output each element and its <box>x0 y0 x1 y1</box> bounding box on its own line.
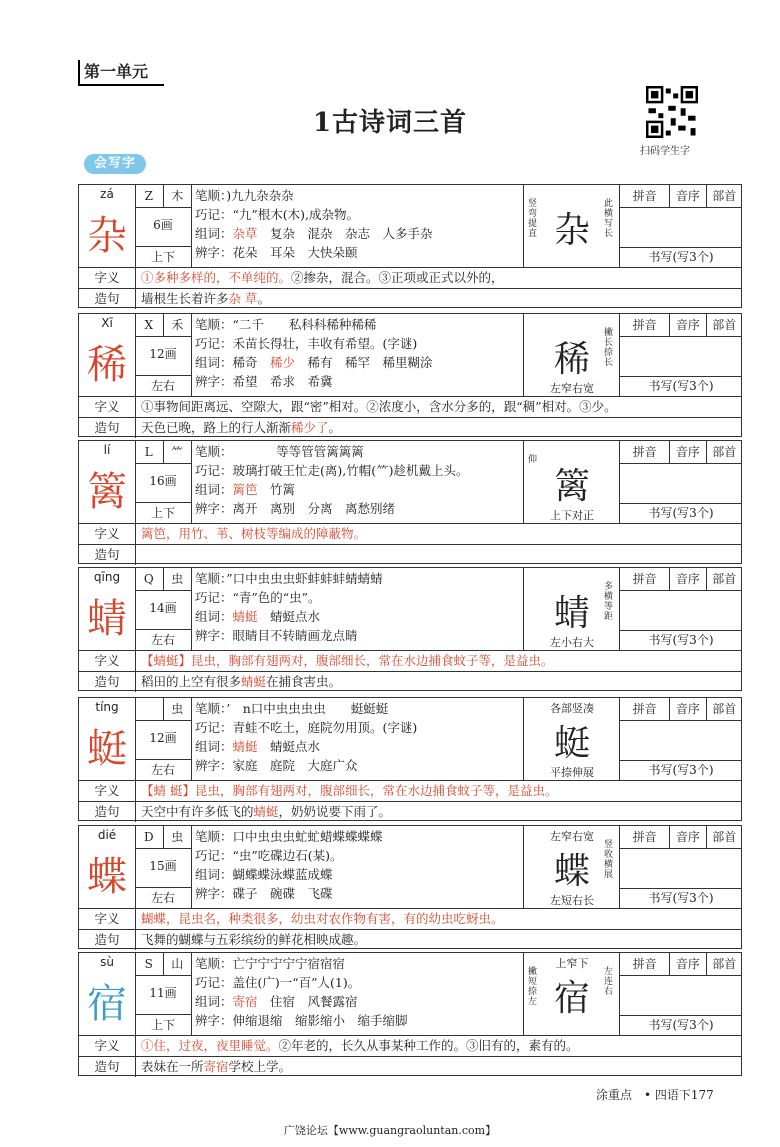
meaning-row <box>79 650 741 671</box>
stroke-order: 笔顺：口中虫虫虫虻虻蜡蝶蝶蝶蝶 <box>195 829 383 844</box>
model-character: 宿 <box>553 978 590 1019</box>
tip-bottom: 上下对正 <box>550 509 594 522</box>
sentence-post: 。 <box>328 420 342 435</box>
structure: 左右 <box>135 375 191 396</box>
sentence-row <box>79 671 741 692</box>
writing-tip-box <box>523 568 620 650</box>
character-card <box>78 952 742 1076</box>
tip-right: 撇长捺长 <box>604 328 614 368</box>
tip-bottom: 左窄右宽 <box>550 382 594 395</box>
structure: 左右 <box>135 629 191 650</box>
section-badge: 会写字 <box>84 154 146 174</box>
sentence-post: 。 <box>257 291 271 306</box>
radical-header: 部首 <box>712 830 737 844</box>
character-column <box>79 826 136 908</box>
char-meta <box>135 185 192 267</box>
phonetic-order: S <box>135 953 164 975</box>
char-meta <box>135 826 192 908</box>
write-label: 书写(写3个) <box>620 503 742 523</box>
writing-tip-box <box>523 185 620 267</box>
pinyin-header: 拼音 <box>620 826 670 848</box>
pinyin: tíng <box>95 700 119 714</box>
detail-lines <box>195 827 383 903</box>
meaning-row <box>79 780 741 801</box>
meaning-row <box>79 267 741 288</box>
big-character: 杂 <box>87 213 127 259</box>
radical-header: 部首 <box>712 445 737 459</box>
word-group: 组词：杂草 复杂 混杂 杂志 人多手杂 <box>195 226 433 241</box>
writing-tip-box <box>523 826 620 908</box>
meaning-label: 字义 <box>79 397 136 417</box>
order-header: 音序 <box>670 441 706 463</box>
tip-bottom: 左短右长 <box>550 894 594 907</box>
stroke-count: 16画 <box>149 474 177 488</box>
pinyin: qīng <box>93 570 121 584</box>
model-character: 蜻 <box>553 593 590 634</box>
meaning-highlight: ①住，过夜，夜里睡觉。 <box>141 1038 279 1053</box>
memory-tip: 巧记：“虫”吃碟边石(某)。 <box>195 848 343 863</box>
distinguish: 辨字：离开 离别 分离 离愁别绪 <box>195 501 396 516</box>
radical: 虫 <box>171 572 184 586</box>
character-column <box>79 185 136 267</box>
bottom-rows <box>79 650 741 692</box>
order-header: 音序 <box>670 953 706 975</box>
write-label: 书写(写3个) <box>620 888 742 908</box>
stroke-order: 笔顺：“二千 私科科稀种稀稀 <box>195 317 377 332</box>
sentence-highlight: 蜻蜓 <box>241 674 267 689</box>
sentence-highlight: 杂 草 <box>228 291 258 306</box>
detail-lines <box>195 699 417 775</box>
model-character: 杂 <box>553 210 590 251</box>
meaning-label: 字义 <box>79 1036 136 1056</box>
radical: 禾 <box>171 318 184 332</box>
practice-box <box>619 568 742 650</box>
sentence-label: 造句 <box>79 545 136 565</box>
stroke-count: 14画 <box>149 601 177 615</box>
meaning-text: ①事物间距离远、空隙大，跟“密”相对。②浓度小，含水分多的，跟“稠”相对。③少。 <box>141 399 617 414</box>
stroke-count: 11画 <box>149 986 177 1000</box>
model-character: 蜓 <box>553 723 590 764</box>
writing-tip-box <box>523 314 620 396</box>
model-character: 稀 <box>553 339 590 380</box>
sentence-label: 造句 <box>79 418 136 438</box>
character-card <box>78 825 742 949</box>
sentence-label: 造句 <box>79 802 136 822</box>
character-card <box>78 567 742 691</box>
sentence-row <box>79 417 741 438</box>
practice-box <box>619 185 742 267</box>
big-character: 篱 <box>87 469 127 515</box>
qr-code-icon[interactable] <box>646 86 698 138</box>
model-character: 蝶 <box>553 851 590 892</box>
character-card <box>78 313 742 437</box>
phonetic-order: X <box>135 314 164 336</box>
detail-lines <box>195 186 433 262</box>
write-label: 书写(写3个) <box>620 760 742 780</box>
order-header: 音序 <box>670 314 706 336</box>
distinguish: 辨字：眼睛目不转睛画龙点睛 <box>195 628 358 643</box>
stroke-count: 15画 <box>149 859 177 873</box>
character-column <box>79 698 136 780</box>
tip-bottom: 左小右大 <box>550 636 594 649</box>
writing-tip-box <box>523 953 620 1035</box>
structure: 左右 <box>135 759 191 780</box>
distinguish: 辨字：花朵 耳朵 大快朵颐 <box>195 245 358 260</box>
sentence-label: 造句 <box>79 289 136 309</box>
qr-label: 扫码学生字 <box>640 146 690 157</box>
pinyin-header: 拼音 <box>620 314 670 336</box>
meaning-label: 字义 <box>79 524 136 544</box>
tip-left: 撇短捺左 <box>528 967 538 1007</box>
phonetic-order: L <box>135 441 164 463</box>
pinyin: Xī <box>101 316 113 330</box>
big-character: 蜓 <box>87 726 127 772</box>
sentence-label: 造句 <box>79 672 136 692</box>
stroke-count: 6画 <box>153 218 173 232</box>
meaning-label: 字义 <box>79 909 136 929</box>
pinyin-header: 拼音 <box>620 441 670 463</box>
tip-right: 此横写长 <box>604 199 614 239</box>
practice-box <box>619 953 742 1035</box>
distinguish: 辨字：碟子 碗碟 飞碟 <box>195 886 333 901</box>
sentence-post: ，奶奶说要下雨了。 <box>278 804 392 819</box>
sentence-post: 在捕食害虫。 <box>266 674 342 689</box>
stroke-order: 笔顺：’ n口中虫虫虫虫 蜓蜓蜓 <box>195 701 389 716</box>
sentence-pre: 墙根生长着许多 <box>141 291 229 306</box>
radical: 虫 <box>171 830 184 844</box>
word-group: 组词：蜻蜓 蜻蜓点水 <box>195 609 321 624</box>
meaning-highlight: 【蜻蜓】昆虫，胸部有翅两对，腹部细长，常在水边捕食蚊子等，是益虫。 <box>141 653 554 668</box>
meaning-row <box>79 908 741 929</box>
meaning-highlight: 蝴蝶，昆虫名，种类很多，幼虫对农作物有害，有的幼虫吃蚜虫。 <box>141 911 504 926</box>
bottom-rows <box>79 523 741 565</box>
structure: 上下 <box>135 502 191 523</box>
character-card <box>78 184 742 308</box>
distinguish: 辨字：家庭 庭院 大庭广众 <box>195 758 358 773</box>
pinyin-header: 拼音 <box>620 698 670 720</box>
radical: ⺮ <box>171 445 184 459</box>
character-card <box>78 440 742 564</box>
memory-tip: 巧记：“青”色的“虫”。 <box>195 590 321 605</box>
order-header: 音序 <box>670 698 706 720</box>
meaning-text: ②年老的，长久从事某种工作的。③旧有的，素有的。 <box>278 1038 579 1053</box>
tip-bottom: 平捺伸展 <box>550 766 594 779</box>
sentence-highlight: 蜻蜓 <box>253 804 279 819</box>
sentence-pre: 表妹在一所 <box>141 1059 204 1074</box>
pinyin-header: 拼音 <box>620 185 670 207</box>
bottom-rows <box>79 396 741 438</box>
write-label: 书写(写3个) <box>620 376 742 396</box>
phonetic-order: D <box>135 826 164 848</box>
meaning-highlight: ①多种多样的，不单纯的。 <box>141 270 292 285</box>
pinyin: zá <box>100 187 114 201</box>
practice-box <box>619 826 742 908</box>
char-meta <box>135 441 192 523</box>
radical: 木 <box>171 189 184 203</box>
sentence-row <box>79 1056 741 1077</box>
pinyin-header: 拼音 <box>620 568 670 590</box>
detail-lines <box>195 954 408 1030</box>
sentence-highlight: 寄宿 <box>203 1059 229 1074</box>
stroke-count: 12画 <box>149 347 177 361</box>
detail-lines <box>195 315 433 391</box>
word-group: 组词：篱笆 竹篱 <box>195 482 296 497</box>
meaning-label: 字义 <box>79 781 136 801</box>
sentence-post: 学校上学。 <box>228 1059 292 1074</box>
sentence-row <box>79 288 741 309</box>
distinguish: 辨字：希望 希求 希冀 <box>195 374 333 389</box>
write-label: 书写(写3个) <box>620 630 742 650</box>
phonetic-order: Q <box>135 568 164 590</box>
meaning-highlight: 篱笆，用竹、苇、树枝等编成的障蔽物。 <box>141 526 367 541</box>
tip-right: 竖收横展 <box>604 840 614 880</box>
memory-tip: 巧记：玻璃打破王忙走(离),竹帽(⺮)趁机戴上头。 <box>195 463 469 478</box>
sentence-pre: 稻田的上空有很多 <box>141 674 242 689</box>
memory-tip: 巧记：盖住(广)一“百”人(1)。 <box>195 975 361 990</box>
writing-tip-box <box>523 698 620 780</box>
practice-box <box>619 314 742 396</box>
word-group: 组词：寄宿 住宿 风餐露宿 <box>195 994 358 1009</box>
writing-tip-box <box>523 441 620 523</box>
tip-top: 上窄下 <box>555 957 589 970</box>
structure: 左右 <box>135 887 191 908</box>
distinguish: 辨字：伸缩退缩 缩影缩小 缩手缩脚 <box>195 1013 408 1028</box>
stroke-order: 笔顺：)九九杂杂杂 <box>195 188 294 203</box>
radical-header: 部首 <box>712 957 737 971</box>
sentence-label: 造句 <box>79 930 136 950</box>
character-card <box>78 697 742 821</box>
word-group: 组词：蝴蝶蝶泳蝶蓝成蝶 <box>195 867 333 882</box>
big-character: 蝶 <box>87 854 127 900</box>
write-label: 书写(写3个) <box>620 1015 742 1035</box>
sentence-row <box>79 801 741 822</box>
sentence-row <box>79 544 741 565</box>
structure: 上下 <box>135 246 191 267</box>
radical-header: 部首 <box>712 702 737 716</box>
char-meta <box>135 953 192 1035</box>
detail-lines <box>195 569 383 645</box>
radical: 山 <box>171 957 184 971</box>
meaning-row <box>79 396 741 417</box>
big-character: 宿 <box>87 981 127 1027</box>
tip-left: 仰 <box>528 455 538 465</box>
sentence-pre: 天色已晚，路上的行人渐渐 <box>141 420 292 435</box>
memory-tip: 巧记：“九”根木(木),成杂物。 <box>195 207 360 222</box>
tip-top: 各部竖凑 <box>550 702 594 715</box>
meaning-text: ②掺杂，混合。③正项或正式以外的， <box>291 270 504 285</box>
meaning-highlight: 【蜻 蜓】昆虫，胸部有翅两对，腹部细长，常在水边捕食蚊子等，是益虫。 <box>141 783 558 798</box>
pinyin: dié <box>97 828 117 842</box>
tip-top: 左窄右宽 <box>550 830 594 843</box>
write-label: 书写(写3个) <box>620 247 742 267</box>
bottom-rows <box>79 1035 741 1077</box>
model-character: 篱 <box>553 466 590 507</box>
sentence-label: 造句 <box>79 1057 136 1077</box>
stroke-order: 笔顺：亡宁宁宁宁宁宿宿宿 <box>195 956 346 971</box>
meaning-row <box>79 523 741 544</box>
word-group: 组词：稀奇 稀少 稀有 稀罕 稀里糊涂 <box>195 355 433 370</box>
order-header: 音序 <box>670 568 706 590</box>
memory-tip: 巧记：青蛙不吃土，庭院勿用顶。(字谜) <box>195 720 418 735</box>
pinyin: sù <box>100 955 114 969</box>
phonetic-order <box>135 698 164 720</box>
order-header: 音序 <box>670 185 706 207</box>
radical-header: 部首 <box>712 572 737 586</box>
meaning-label: 字义 <box>79 651 136 671</box>
character-column <box>79 441 136 523</box>
character-column <box>79 568 136 650</box>
unit-label: 第一单元 <box>78 60 164 86</box>
big-character: 蜻 <box>87 596 127 642</box>
meaning-label: 字义 <box>79 268 136 288</box>
structure: 上下 <box>135 1014 191 1035</box>
char-meta <box>135 698 192 780</box>
footer-site: 广饶论坛【www.guangraoluntan.com】 <box>283 1124 497 1137</box>
char-meta <box>135 568 192 650</box>
bottom-rows <box>79 267 741 309</box>
radical: 虫 <box>171 702 184 716</box>
stroke-count: 12画 <box>149 731 177 745</box>
char-meta <box>135 314 192 396</box>
practice-box <box>619 441 742 523</box>
character-column <box>79 314 136 396</box>
sentence-pre: 飞舞的蝴蝶与五彩缤纷的鲜花相映成趣。 <box>141 932 367 947</box>
memory-tip: 巧记：禾苗长得壮，丰收有希望。(字谜) <box>195 336 418 351</box>
stroke-order: 笔顺： 等等管管篱篱篱 <box>195 444 364 459</box>
pinyin: lí <box>103 443 111 457</box>
bottom-rows <box>79 780 741 822</box>
phonetic-order: Z <box>135 185 164 207</box>
meaning-row <box>79 1035 741 1056</box>
word-group: 组词：蜻蜓 蜻蜓点水 <box>195 739 321 754</box>
sentence-row <box>79 929 741 950</box>
page-number: 涂重点 • 四语下177 <box>596 1088 714 1102</box>
sentence-highlight: 稀少了 <box>291 420 329 435</box>
stroke-order: 笔顺：”口中虫虫虫虾蚌蚌蚌蜻蜻蜻 <box>195 571 383 586</box>
detail-lines <box>195 442 468 518</box>
tip-right: 左连右 <box>604 967 614 997</box>
practice-box <box>619 698 742 780</box>
page-title: 1古诗词三首 <box>312 108 468 138</box>
bottom-rows <box>79 908 741 950</box>
radical-header: 部首 <box>712 318 737 332</box>
character-column <box>79 953 136 1035</box>
order-header: 音序 <box>670 826 706 848</box>
tip-right: 多横等距 <box>604 582 614 622</box>
pinyin-header: 拼音 <box>620 953 670 975</box>
radical-header: 部首 <box>712 189 737 203</box>
sentence-pre: 天空中有许多低飞的 <box>141 804 254 819</box>
big-character: 稀 <box>87 342 127 388</box>
tip-left: 竖弯提直 <box>528 199 538 239</box>
